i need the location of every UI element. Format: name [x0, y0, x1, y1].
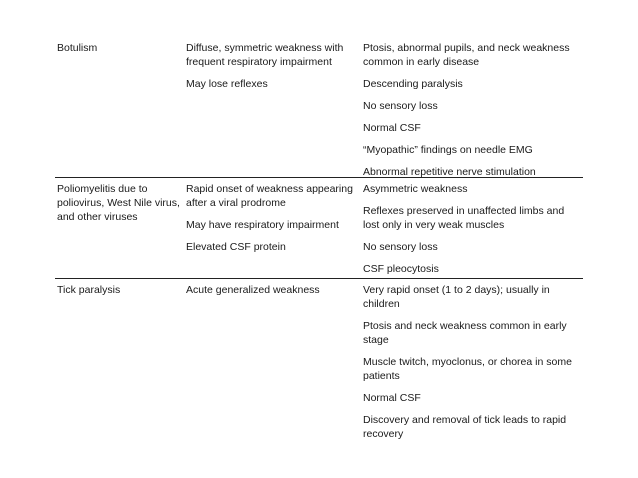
finding-entry: Descending paralysis: [363, 78, 463, 90]
clinical-cell: [186, 41, 363, 99]
clinical-entry: Elevated CSF protein: [186, 241, 286, 253]
finding-entry: “Myopathic” findings on needle EMG: [363, 144, 533, 156]
finding-entry: Normal CSF: [363, 122, 421, 134]
finding-entry: Asymmetric weakness: [363, 183, 468, 195]
clinical-cell: [186, 283, 363, 305]
finding-entry: Ptosis, abnormal pupils, and neck weakness common in early disease: [363, 42, 570, 68]
disease-name: Tick paralysis: [57, 284, 121, 296]
finding-entry: Normal CSF: [363, 392, 421, 404]
clinical-entry: May have respiratory impairment: [186, 219, 339, 231]
finding-entry: CSF pleocytosis: [363, 263, 439, 275]
finding-entry: Reflexes preserved in unaffected limbs and lost only in very weak muscles: [363, 205, 565, 231]
findings-cell: [363, 182, 583, 284]
clinical-entry: Acute generalized weakness: [186, 284, 320, 296]
findings-cell: [363, 283, 583, 449]
finding-entry: Abnormal repetitive nerve stimulation: [363, 166, 536, 178]
finding-entry: No sensory loss: [363, 100, 438, 112]
clinical-cell: [186, 182, 363, 262]
disease-table: [55, 37, 583, 449]
disease-cell: [55, 182, 186, 224]
clinical-entry: Diffuse, symmetric weakness with frequent respiratory impairment: [186, 42, 344, 68]
finding-entry: Discovery and removal of tick leads to rapid recovery: [363, 414, 567, 440]
clinical-entry: Rapid onset of weakness appearing after a viral prodrome: [186, 183, 353, 209]
finding-entry: No sensory loss: [363, 241, 438, 253]
disease-cell: [55, 41, 186, 55]
table-row-poliomyelitis: [55, 177, 583, 278]
table-row-botulism: [55, 37, 583, 177]
disease-cell: [55, 283, 186, 297]
finding-entry: Ptosis and neck weakness common in early stage: [363, 320, 567, 346]
finding-entry: Very rapid onset (1 to 2 days); usually in children: [363, 284, 550, 310]
disease-name: Botulism: [57, 42, 98, 54]
finding-entry: Muscle twitch, myoclonus, or chorea in some patients: [363, 356, 572, 382]
clinical-entry: May lose reflexes: [186, 78, 268, 90]
findings-cell: [363, 41, 583, 187]
table-row-tick-paralysis: [55, 278, 583, 449]
disease-name: Poliomyelitis due to poliovirus, West Nile virus, and other viruses: [57, 183, 180, 223]
